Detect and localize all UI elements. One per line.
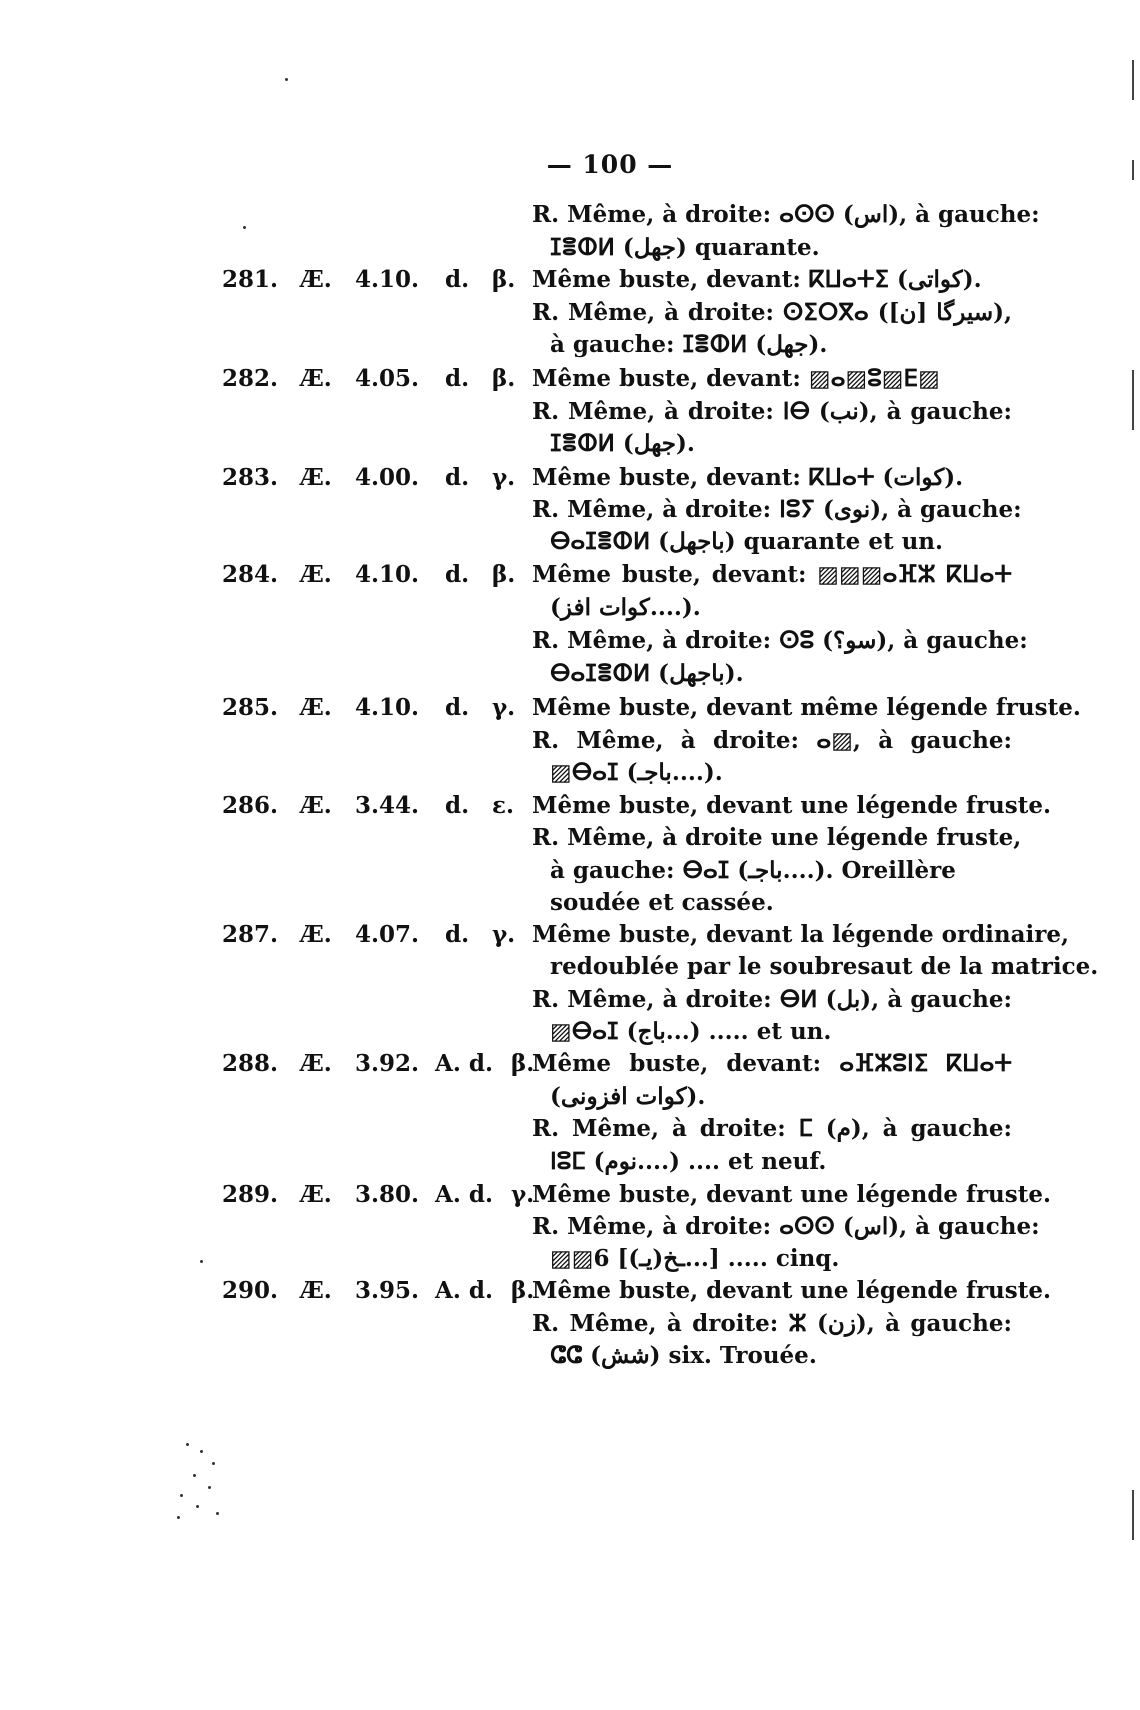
- entry-line: (كوات افز....).: [550, 594, 701, 621]
- entry-line: R. Même, à droite: ⴰ▨, à gauche:: [532, 727, 1012, 754]
- entry-variant: β.: [511, 1050, 535, 1077]
- entry-line: soudée et cassée.: [550, 889, 774, 916]
- entry-line: Même buste, devant: ▨▨▨ⴰⴼⵣ ⴽⵡⴰⵜ: [532, 561, 1012, 588]
- entry-line: ▨ⴱⴰⵊ (باجـ....).: [550, 759, 723, 786]
- entry-line: R. Même, à droite: ⴱⵍ (بل), à gauche:: [532, 986, 1012, 1013]
- entry-line: Même buste, devant: ⴽⵡⴰⵜ (كوات).: [532, 464, 964, 491]
- scan-speck: [216, 1512, 219, 1515]
- entry-line: Même buste, devant une légende fruste.: [532, 792, 1051, 819]
- entry-line: R. Même, à droite: ⵙⵉⵔⴳⴰ ([ن] سيرگا),: [532, 299, 1012, 326]
- entry-condition: A. d.: [435, 1050, 493, 1077]
- entry-weight: 3.95.: [355, 1277, 420, 1304]
- entry-line: Même buste, devant la légende ordinaire,: [532, 921, 1070, 948]
- entry-line: R. Même, à droite: ⵏⵓⵢ (نوى), à gauche:: [532, 496, 1022, 523]
- entry-line: Même buste, devant une légende fruste.: [532, 1181, 1051, 1208]
- entry-line: à gauche: ⵊⴻⵀⵍ (جهل).: [550, 331, 828, 358]
- entry-condition: d.: [445, 921, 470, 948]
- entry-number: 286.: [222, 792, 279, 819]
- entry-metal: Æ.: [300, 792, 332, 819]
- entry-number: 284.: [222, 561, 279, 588]
- entry-number: 288.: [222, 1050, 279, 1077]
- entry-variant: β.: [511, 1277, 535, 1304]
- entry-line: (كوات افزونى).: [550, 1083, 706, 1110]
- entry-condition: d.: [445, 694, 470, 721]
- entry-weight: 4.05.: [355, 365, 420, 392]
- entry-metal: Æ.: [300, 1050, 332, 1077]
- entry-variant: β.: [492, 561, 516, 588]
- scan-speck: [212, 1462, 215, 1465]
- entry-variant: γ.: [492, 694, 516, 721]
- margin-rule: [1132, 60, 1134, 100]
- scan-speck: [243, 226, 246, 229]
- entry-line: ▨▨6 [(يـ)ـخ...] ..... cinq.: [550, 1245, 840, 1272]
- entry-number: 283.: [222, 464, 279, 491]
- entry-line: ⴱⴰⵊⴻⵀⵍ (باجهل) quarante et un.: [550, 528, 944, 555]
- entry-condition: d.: [445, 561, 470, 588]
- entry-line: Même buste, devant: ▨ⴰ▨ⵓ▨ⴹ▨: [532, 365, 940, 392]
- scan-speck: [200, 1450, 203, 1453]
- entry-number: 289.: [222, 1181, 279, 1208]
- entry-condition: d.: [445, 365, 470, 392]
- entry-weight: 4.10.: [355, 266, 420, 293]
- scan-speck: [200, 1260, 203, 1263]
- entry-weight: 4.07.: [355, 921, 420, 948]
- entry-line: ▨ⴱⴰⵊ (باج...) ..... et un.: [550, 1018, 832, 1045]
- intro-line-1: R. Même, à droite: ⴰⵙⵙ (اس), à gauche:: [532, 201, 1040, 228]
- entry-line: R. Même, à droite: ⴰⵙⵙ (اس), à gauche:: [532, 1213, 1040, 1240]
- entry-number: 287.: [222, 921, 279, 948]
- scan-speck: [186, 1443, 189, 1446]
- entry-variant: β.: [492, 365, 516, 392]
- entry-weight: 4.00.: [355, 464, 420, 491]
- entry-line: Même buste, devant une légende fruste.: [532, 1277, 1051, 1304]
- entry-weight: 4.10.: [355, 694, 420, 721]
- entry-line: ⴱⴰⵊⴻⵀⵍ (باجهل).: [550, 660, 744, 687]
- entry-number: 290.: [222, 1277, 279, 1304]
- entry-line: Même buste, devant: ⴽⵡⴰⵜⵉ (كواتى).: [532, 266, 982, 293]
- entry-metal: Æ.: [300, 1277, 332, 1304]
- entry-metal: Æ.: [300, 694, 332, 721]
- margin-rule: [1132, 370, 1134, 430]
- entry-condition: d.: [445, 792, 470, 819]
- entry-number: 285.: [222, 694, 279, 721]
- entry-weight: 3.92.: [355, 1050, 420, 1077]
- entry-variant: β.: [492, 266, 516, 293]
- entry-metal: Æ.: [300, 266, 332, 293]
- entry-line: redoublée par le soubresaut de la matrice.: [550, 953, 1099, 980]
- entry-metal: Æ.: [300, 1181, 332, 1208]
- entry-weight: 4.10.: [355, 561, 420, 588]
- entry-line: Même buste, devant: ⴰⴼⵣⵓⵏⵉ ⴽⵡⴰⵜ: [532, 1050, 1012, 1077]
- page-number: — 100 —: [546, 150, 674, 179]
- margin-rule: [1132, 160, 1134, 180]
- entry-condition: d.: [445, 464, 470, 491]
- entry-condition: d.: [445, 266, 470, 293]
- entry-line: à gauche: ⴱⴰⵊ (باجـ....). Oreillère: [550, 857, 956, 884]
- entry-line: R. Même, à droite: ⵏⴱ (نب), à gauche:: [532, 398, 1012, 425]
- entry-line: R. Même, à droite: ⵣ (زن), à gauche:: [532, 1310, 1012, 1337]
- scan-speck: [177, 1516, 180, 1519]
- entry-variant: γ.: [492, 464, 516, 491]
- entry-variant: γ.: [511, 1181, 535, 1208]
- entry-line: R. Même, à droite: ⵎ (م), à gauche:: [532, 1115, 1013, 1142]
- scan-speck: [196, 1505, 199, 1508]
- entry-line: ⵛⵛ (شش) six. Trouée.: [550, 1342, 817, 1369]
- scan-speck: [208, 1486, 211, 1489]
- scan-speck: [193, 1474, 196, 1477]
- entry-line: Même buste, devant même légende fruste.: [532, 694, 1081, 721]
- entry-line: R. Même, à droite: ⵙⵓ (سو؟), à gauche:: [532, 627, 1028, 654]
- entry-metal: Æ.: [300, 464, 332, 491]
- entry-line: ⵏⵓⵎ (نوم....) .... et neuf.: [550, 1148, 827, 1175]
- intro-line-2: ⵊⴻⵀⵍ (جهل) quarante.: [550, 234, 820, 261]
- scan-speck: [285, 78, 288, 81]
- entry-number: 282.: [222, 365, 279, 392]
- entry-metal: Æ.: [300, 561, 332, 588]
- margin-rule: [1132, 1490, 1134, 1540]
- entry-metal: Æ.: [300, 365, 332, 392]
- entry-metal: Æ.: [300, 921, 332, 948]
- entry-weight: 3.44.: [355, 792, 420, 819]
- entry-line: R. Même, à droite une légende fruste,: [532, 824, 1022, 851]
- entry-variant: ε.: [492, 792, 514, 819]
- entry-line: ⵊⴻⵀⵍ (جهل).: [550, 430, 695, 457]
- entry-condition: A. d.: [435, 1181, 493, 1208]
- entry-number: 281.: [222, 266, 279, 293]
- entry-variant: γ.: [492, 921, 516, 948]
- entry-weight: 3.80.: [355, 1181, 420, 1208]
- entry-condition: A. d.: [435, 1277, 493, 1304]
- scan-speck: [180, 1494, 183, 1497]
